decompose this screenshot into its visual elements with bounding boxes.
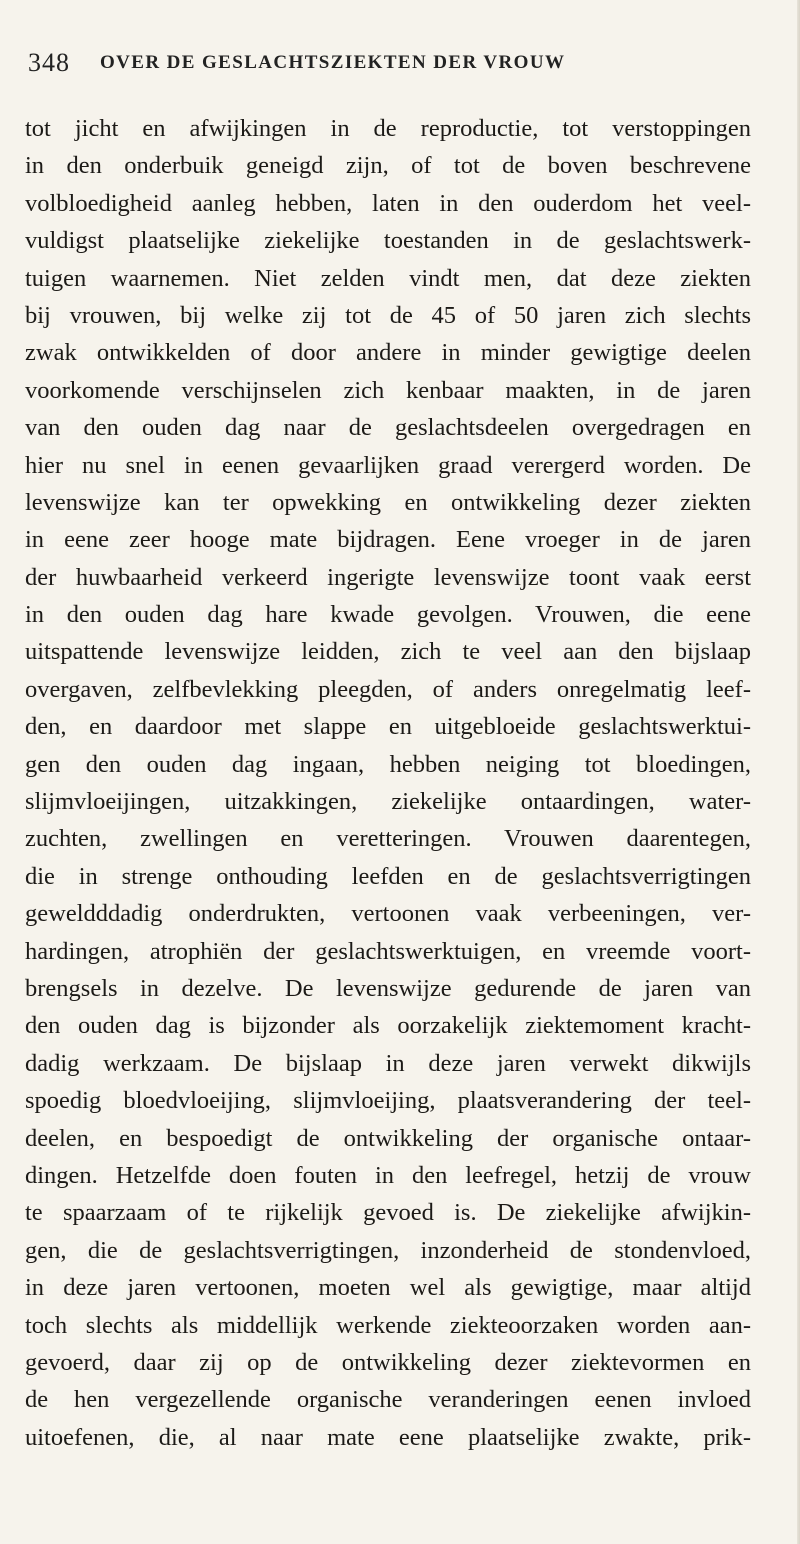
text-line: der huwbaarheid verkeerd ingerigte levenswijze toont vaak eerst xyxy=(25,563,751,591)
text-line: spoedig bloedvloeijing, slijmvloeijing, plaatsverandering der teel- xyxy=(25,1087,751,1115)
text-line: in den onderbuik geneigd zijn, of tot de boven beschrevene xyxy=(25,152,751,180)
text-line: brengsels in dezelve. De levenswijze gedurende de jaren van xyxy=(25,974,751,1002)
text-line: deelen, en bespoedigt de ontwikkeling der organische ontaar- xyxy=(25,1124,751,1152)
text-line: uitspattende levenswijze leidden, zich te veel aan den bijslaap xyxy=(25,638,751,666)
text-line: in deze jaren vertoonen, moeten wel als gewigtige, maar altijd xyxy=(25,1274,751,1302)
text-line: slijmvloeijingen, uitzakkingen, ziekelijke ontaardingen, water- xyxy=(25,788,751,816)
text-line: toch slechts als middellijk werkende ziekteoorzaken worden aan- xyxy=(25,1311,751,1339)
text-line: zwak ontwikkelden of door andere in minder gewigtige deelen xyxy=(25,339,751,367)
text-line: van den ouden dag naar de geslachtsdeelen overgedragen en xyxy=(25,414,751,442)
text-line: den, en daardoor met slappe en uitgebloeide geslachtswerktui- xyxy=(25,713,751,741)
text-line: gevoerd, daar zij op de ontwikkeling dezer ziektevormen en xyxy=(25,1348,751,1376)
text-line: geweldddadig onderdrukten, vertoonen vaak verbeeningen, ver- xyxy=(25,900,751,928)
text-line: voorkomende verschijnselen zich kenbaar maakten, in de jaren xyxy=(25,376,751,404)
text-line: hier nu snel in eenen gevaarlijken graad verergerd worden. De xyxy=(25,451,751,479)
text-line: in eene zeer hooge mate bijdragen. Eene vroeger in de jaren xyxy=(25,526,751,554)
page-header xyxy=(28,48,748,88)
text-line: die in strenge onthouding leefden en de geslachtsverrigtingen xyxy=(25,862,751,890)
text-line: tot jicht en afwijkingen in de reproductie, tot verstoppingen xyxy=(25,115,751,142)
text-line: overgaven, zelfbevlekking pleegden, of anders onregelmatig leef- xyxy=(25,675,751,703)
text-line: gen, die de geslachtsverrigtingen, inzonderheid de stondenvloed, xyxy=(25,1236,751,1264)
text-line: tuigen waarnemen. Niet zelden vindt men, dat deze ziekten xyxy=(25,264,751,292)
text-line: dadig werkzaam. De bijslaap in deze jaren verwekt dikwijls xyxy=(25,1049,751,1077)
text-line: uitoefenen, die, al naar mate eene plaatselijke zwakte, prik- xyxy=(25,1423,751,1451)
text-line: vuldigst plaatselijke ziekelijke toestanden in de geslachtswerk- xyxy=(25,227,751,255)
text-line: dingen. Hetzelfde doen fouten in den leefregel, hetzij de vrouw xyxy=(25,1161,751,1189)
page-number: 348 xyxy=(28,48,70,77)
body-text xyxy=(25,110,751,1456)
text-line: volbloedigheid aanleg hebben, laten in den ouderdom het veel- xyxy=(25,189,751,217)
running-title: OVER DE GESLACHTSZIEKTEN DER VROUW xyxy=(100,52,566,73)
text-line: gen den ouden dag ingaan, hebben neiging tot bloedingen, xyxy=(25,750,751,778)
text-line: levenswijze kan ter opwekking en ontwikkeling dezer ziekten xyxy=(25,488,751,516)
text-line: in den ouden dag hare kwade gevolgen. Vrouwen, die eene xyxy=(25,601,751,629)
text-line: de hen vergezellende organische veranderingen eenen invloed xyxy=(25,1386,751,1414)
text-line: den ouden dag is bijzonder als oorzakelijk ziektemoment kracht- xyxy=(25,1012,751,1040)
text-line: bij vrouwen, bij welke zij tot de 45 of 50 jaren zich slechts xyxy=(25,301,751,329)
text-line: hardingen, atrophiën der geslachtswerktuigen, en vreemde voort- xyxy=(25,937,751,965)
text-line: zuchten, zwellingen en veretteringen. Vrouwen daarentegen, xyxy=(25,825,751,853)
text-line: te spaarzaam of te rijkelijk gevoed is. De ziekelijke afwijkin- xyxy=(25,1199,751,1227)
